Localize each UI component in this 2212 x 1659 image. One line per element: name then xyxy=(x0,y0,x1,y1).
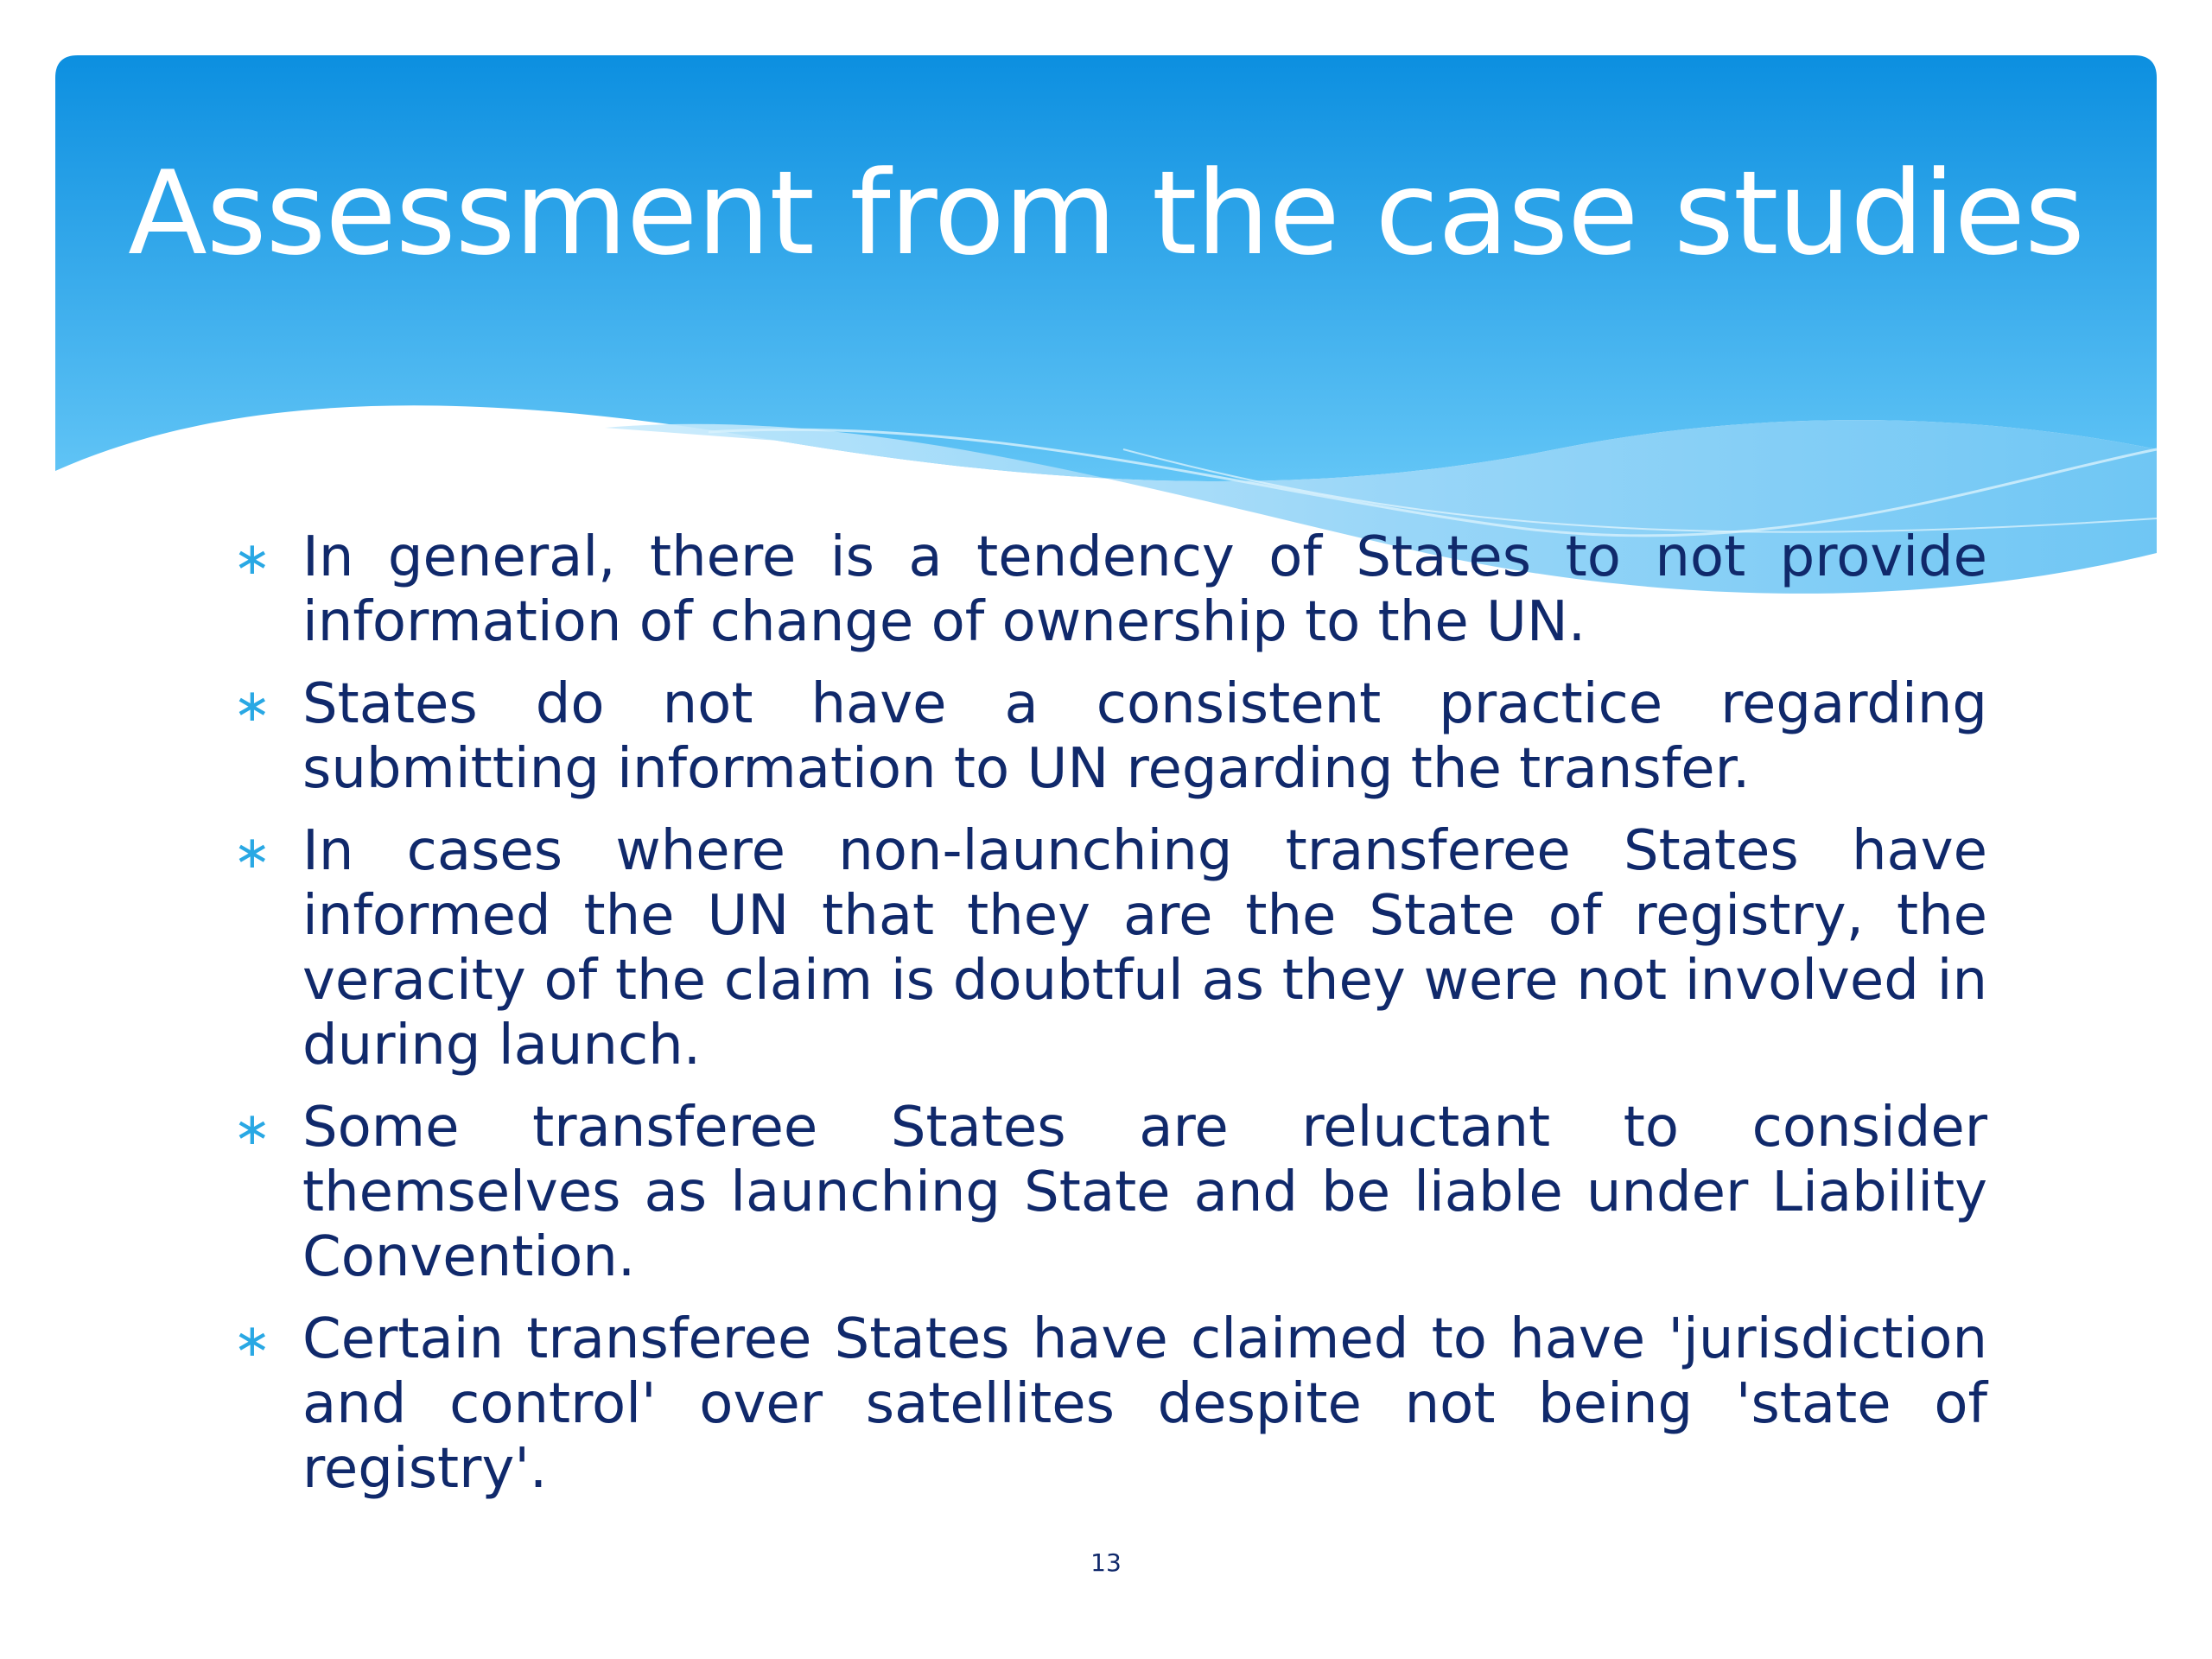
bullet-text: In cases where non-launching transferee States have informed the UN that they are the State of registry, the veracity of the claim is doubtful as they were not involved in during launch. xyxy=(302,819,1987,1077)
asterisk-bullet-icon: ∗ xyxy=(233,827,271,879)
bullet-list-container xyxy=(233,525,1987,1519)
bullet-item xyxy=(233,1096,1987,1290)
bullet-text: Some transferee States are reluctant to consider themselves as launching State and be liable under Liability Convention. xyxy=(302,1096,1987,1289)
asterisk-bullet-icon: ∗ xyxy=(233,533,271,585)
bullet-item xyxy=(233,525,1987,655)
asterisk-bullet-icon: ∗ xyxy=(233,1103,271,1155)
asterisk-bullet-icon: ∗ xyxy=(233,680,271,732)
bullet-item xyxy=(233,819,1987,1078)
bullet-text: Certain transferee States have claimed to have 'jurisdiction and control' over satellites despite not being 'state of registry'. xyxy=(302,1307,1987,1501)
bullet-text: States do not have a consistent practice regarding submitting information to UN regarding the transfer. xyxy=(302,672,1987,801)
asterisk-bullet-icon: ∗ xyxy=(233,1315,271,1367)
bullet-text: In general, there is a tendency of States to not provide information of change of ownership to the UN. xyxy=(302,525,1987,654)
bullet-item xyxy=(233,672,1987,802)
slide-title: Assessment from the case studies xyxy=(128,146,2084,281)
page-number: 13 xyxy=(1090,1548,1122,1577)
bullet-item xyxy=(233,1307,1987,1502)
bullet-list xyxy=(233,525,1987,1502)
